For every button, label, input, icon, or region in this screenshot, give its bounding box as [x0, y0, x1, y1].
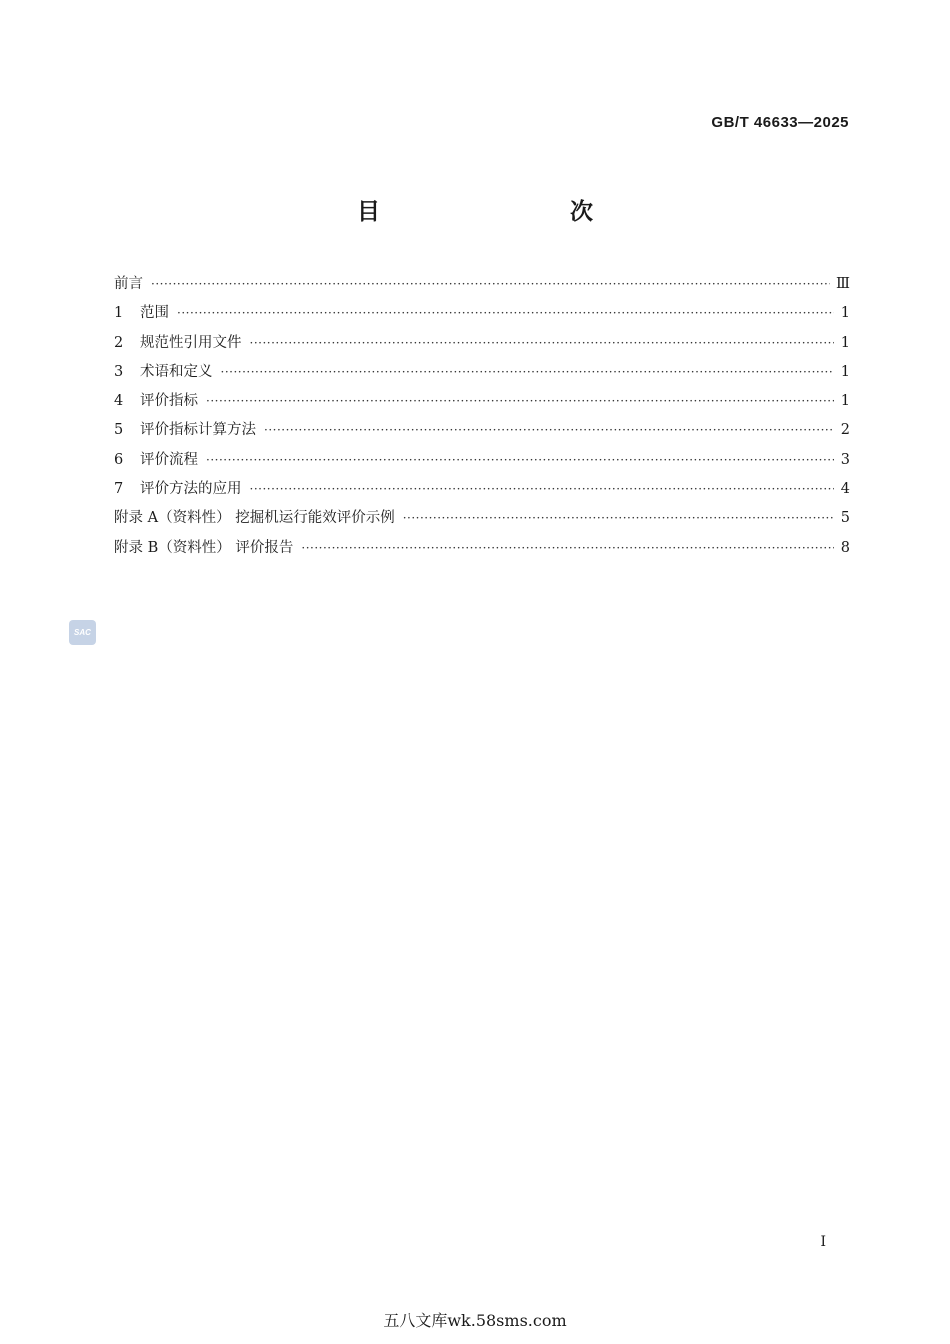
- toc-entry-appendix-a[interactable]: [114, 504, 850, 533]
- toc-entry-label: 前言: [114, 276, 143, 292]
- table-of-contents: [114, 270, 850, 563]
- toc-entry-page: 8: [840, 539, 850, 556]
- toc-entry-label: 评价流程: [140, 451, 198, 468]
- toc-leader: [301, 534, 834, 563]
- toc-leader: [206, 446, 834, 475]
- toc-entry-1[interactable]: [114, 299, 850, 328]
- toc-entry-page: 1: [840, 363, 850, 380]
- toc-entry-label: 评价指标: [140, 393, 198, 410]
- toc-entry-label: 附录 A（资料性） 挖掘机运行能效评价示例: [114, 510, 395, 527]
- toc-entry-page: 1: [840, 305, 850, 322]
- toc-leader: [250, 329, 835, 358]
- toc-entry-page: 1: [840, 393, 850, 410]
- toc-entry-page: Ⅲ: [836, 276, 850, 292]
- page-number: I: [820, 1234, 826, 1250]
- toc-entry-7[interactable]: [114, 475, 850, 504]
- toc-leader: [206, 387, 834, 416]
- toc-entry-label: 范围: [140, 305, 169, 322]
- toc-entry-page: 5: [840, 510, 850, 527]
- footer-watermark: 五八文库wk.58sms.com: [383, 1311, 567, 1330]
- toc-entry-page: 2: [840, 422, 850, 439]
- toc-entry-label: 规范性引用文件: [140, 334, 242, 351]
- toc-entry-page: 4: [840, 481, 850, 498]
- toc-entry-foreword[interactable]: [114, 270, 850, 299]
- toc-entry-page: 1: [840, 334, 850, 351]
- toc-leader: [250, 475, 835, 504]
- toc-leader: [221, 358, 835, 387]
- standard-code: GB/T 46633—2025: [711, 114, 849, 131]
- toc-entry-2[interactable]: [114, 329, 850, 358]
- toc-entry-page: 3: [840, 451, 850, 468]
- toc-entry-5[interactable]: [114, 416, 850, 445]
- toc-entry-label: 术语和定义: [140, 363, 213, 380]
- toc-entry-number: 7: [114, 481, 124, 498]
- toc-entry-number: 6: [114, 451, 124, 468]
- toc-entry-number: 5: [114, 422, 124, 439]
- toc-entry-label: 评价指标计算方法: [140, 422, 256, 439]
- toc-title: 目 次: [357, 198, 641, 225]
- toc-entry-label: 评价方法的应用: [140, 481, 242, 498]
- toc-leader: [264, 416, 834, 445]
- toc-leader: [151, 270, 830, 299]
- sac-logo: SAC: [69, 620, 96, 645]
- toc-entry-appendix-b[interactable]: [114, 534, 850, 563]
- toc-entry-6[interactable]: [114, 446, 850, 475]
- toc-entry-number: 3: [114, 363, 124, 380]
- toc-leader: [403, 504, 834, 533]
- toc-entry-4[interactable]: [114, 387, 850, 416]
- toc-entry-3[interactable]: [114, 358, 850, 387]
- toc-entry-number: 2: [114, 334, 124, 351]
- toc-entry-number: 4: [114, 393, 124, 410]
- toc-entry-number: 1: [114, 305, 124, 322]
- toc-entry-label: 附录 B（资料性） 评价报告: [114, 539, 294, 556]
- toc-leader: [177, 299, 834, 328]
